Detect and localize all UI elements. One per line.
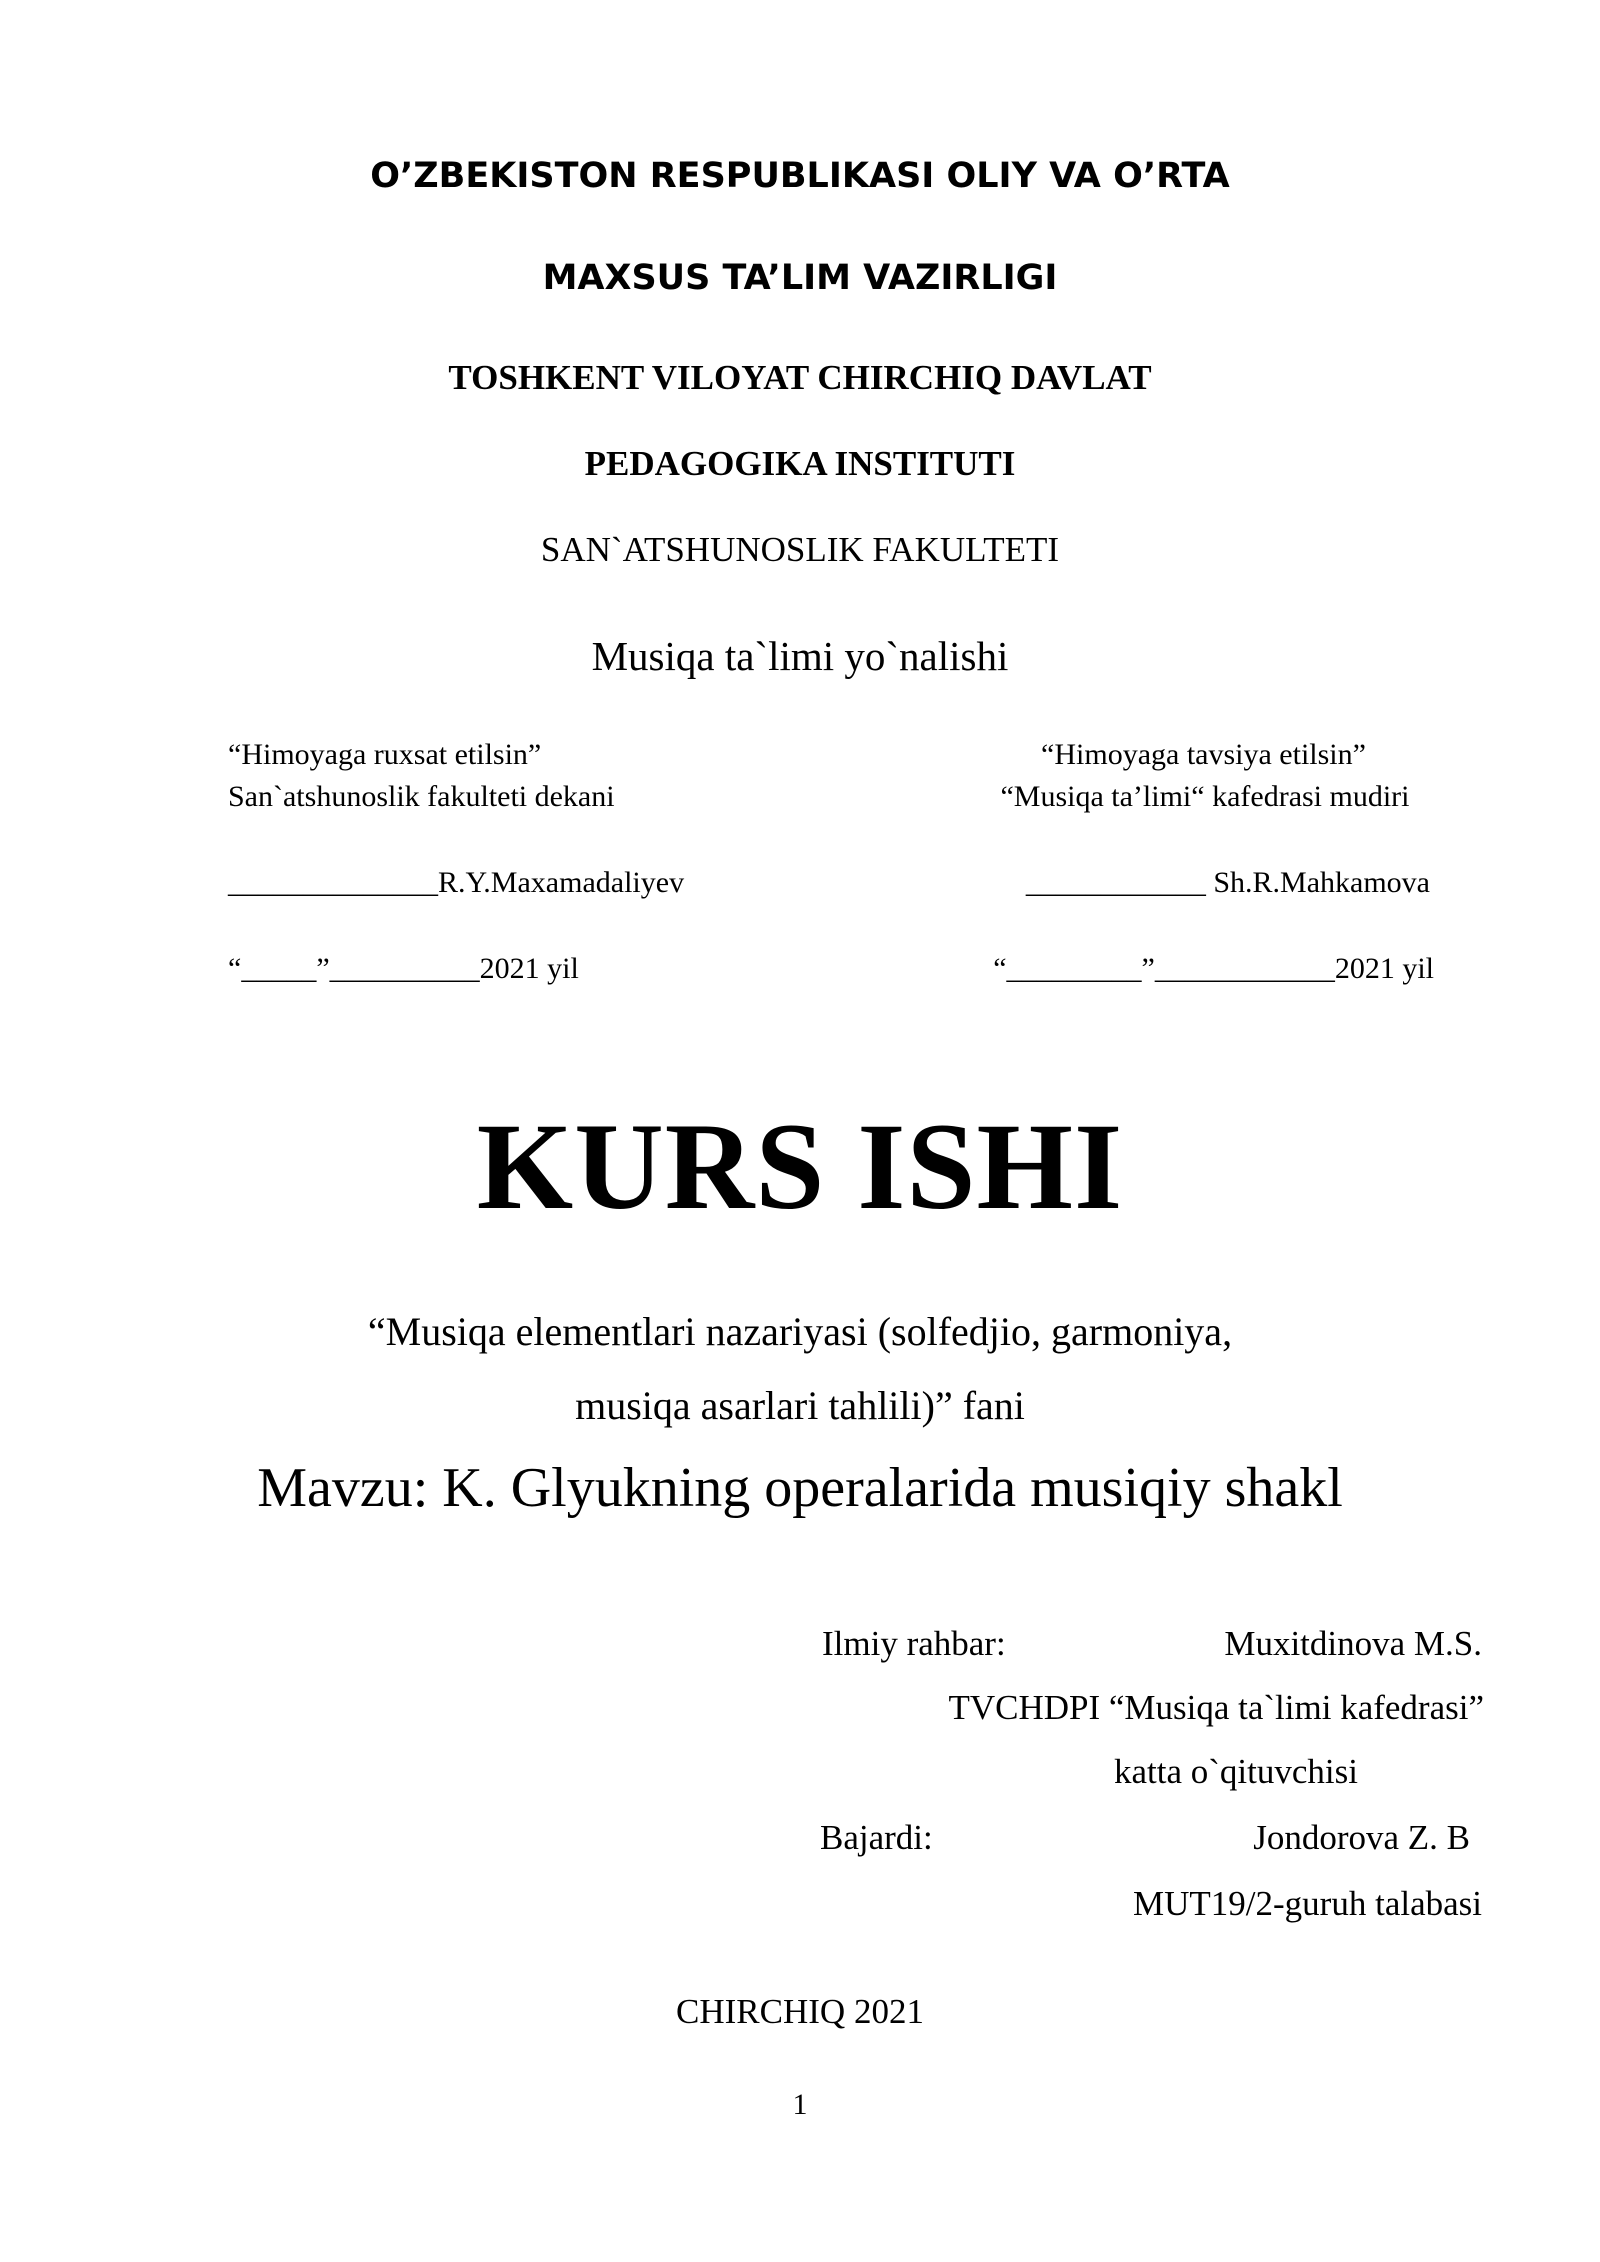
approval-left-line-2: San`atshunoslik fakulteti dekani (228, 780, 615, 813)
approval-right-line-2: “Musiqa ta’limi“ kafedrasi mudiri (1000, 780, 1410, 813)
institute-line-1: TOSHKENT VILOYAT CHIRCHIQ DAVLAT (448, 358, 1152, 397)
ministry-line-1: O’ZBEKISTON RESPUBLIKASI OLIY VA O’RTA (370, 156, 1230, 196)
subject-line-1: “Musiqa elementlari nazariyasi (solfedjio, garmoniya, (367, 1309, 1233, 1354)
supervisor-position-2: katta o`qituvchisi (1114, 1752, 1358, 1791)
approval-right-signature: ____________ Sh.R.Mahkamova (1025, 866, 1430, 899)
institute-line-2: PEDAGOGIKA INSTITUTI (584, 444, 1016, 483)
student-group: MUT19/2-guruh talabasi (1133, 1884, 1482, 1923)
supervisor-name: Muxitdinova M.S. (1224, 1624, 1482, 1663)
document-title: KURS ISHI (476, 1098, 1124, 1235)
student-label: Bajardi: (820, 1818, 933, 1857)
direction-name: Musiqa ta`limi yo`nalishi (591, 633, 1009, 679)
ministry-line-2: MAXSUS TA’LIM VAZIRLIGI (542, 258, 1058, 298)
student-name: Jondorova Z. B (1253, 1818, 1470, 1857)
topic: Mavzu: K. Glyukning operalarida musiqiy shakl (257, 1457, 1343, 1519)
approval-right-date: “_________”____________2021 yil (993, 952, 1434, 985)
approval-right-line-1: “Himoyaga tavsiya etilsin” (1041, 738, 1366, 771)
place-year: CHIRCHIQ 2021 (676, 1992, 924, 2031)
supervisor-label: Ilmiy rahbar: (822, 1624, 1006, 1663)
page-number: 1 (792, 2088, 808, 2121)
faculty-name: SAN`ATSHUNOSLIK FAKULTETI (540, 530, 1060, 569)
subject-line-2: musiqa asarlari tahlili)” fani (575, 1383, 1025, 1428)
approval-left-line-1: “Himoyaga ruxsat etilsin” (228, 738, 542, 771)
supervisor-position-1: TVCHDPI “Musiqa ta`limi kafedrasi” (948, 1688, 1484, 1727)
approval-left-date: “_____”__________2021 yil (228, 952, 579, 985)
approval-left-signature: ______________R.Y.Maxamadaliyev (228, 866, 685, 899)
